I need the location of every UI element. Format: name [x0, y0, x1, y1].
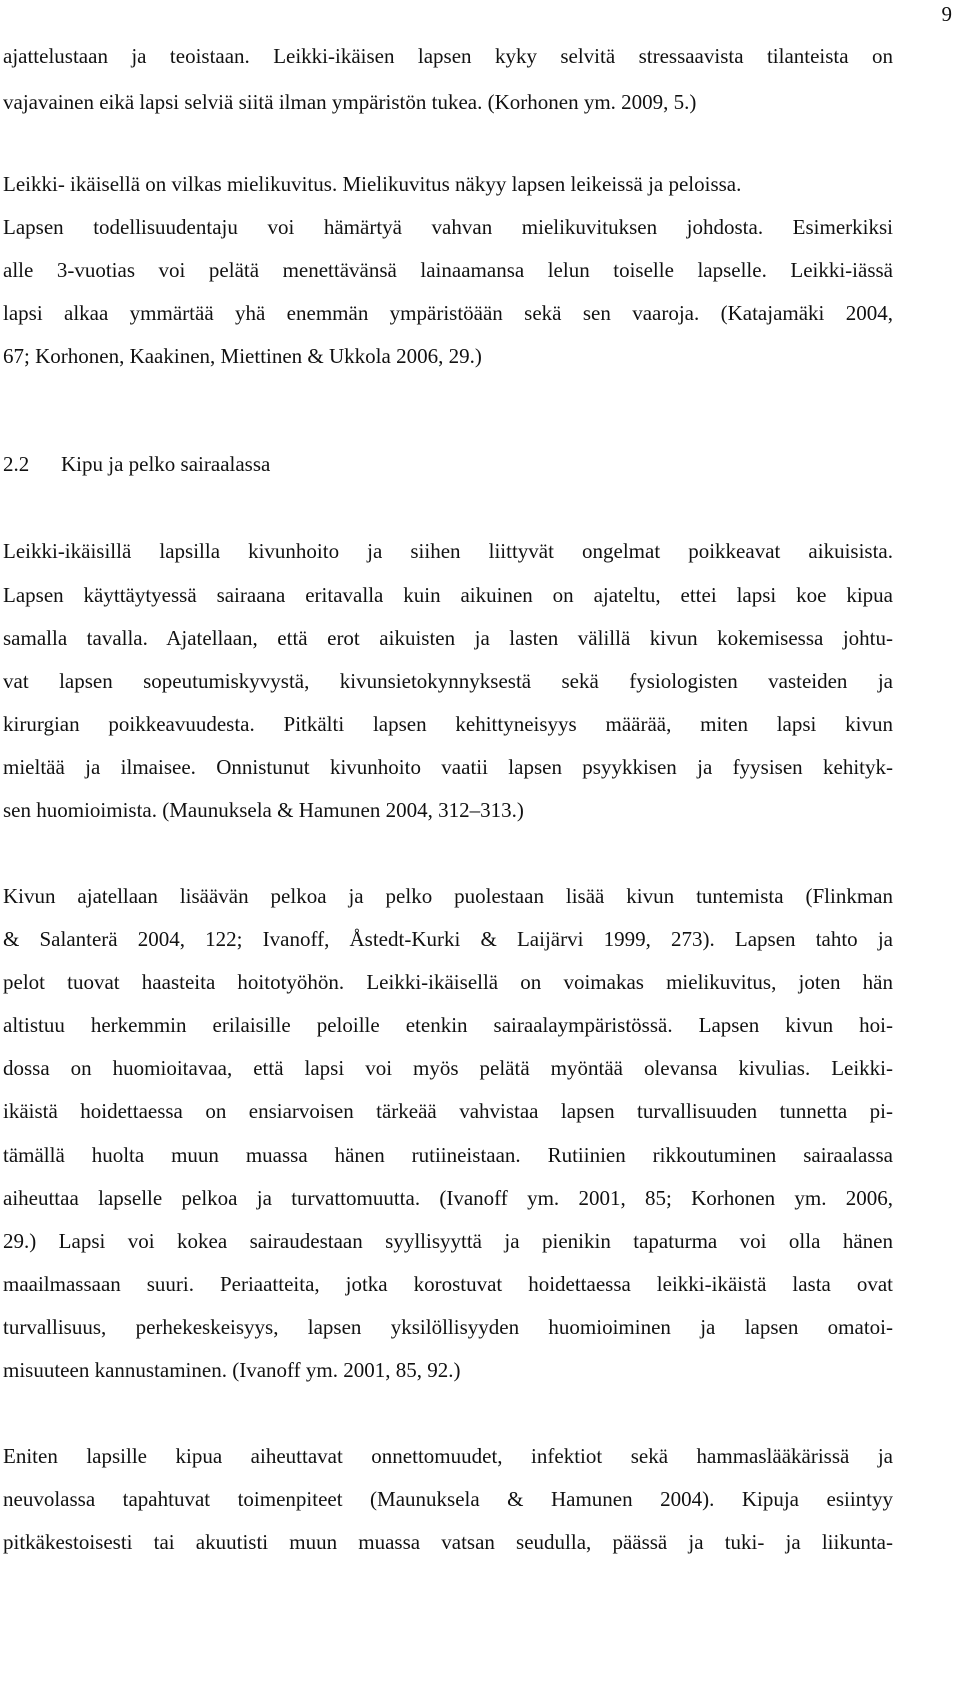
text-line: kirurgian poikkeavuudesta. Pitkälti lapsen kehittyneisyys määrää, miten lapsi kivun [3, 712, 893, 736]
text-line: pelot tuovat haasteita hoitotyöhön. Leikki-ikäisellä on voimakas mielikuvitus, joten hän [3, 970, 893, 994]
text-line: altistuu herkemmin erilaisille peloille etenkin sairaalaympäristössä. Lapsen kivun hoi- [3, 1013, 893, 1037]
text-line: mieltää ja ilmaisee. Onnistunut kivunhoito vaatii lapsen psyykkisen ja fyysisen kehityk- [3, 755, 893, 779]
text-line: turvallisuus, perhekeskeisyys, lapsen yksilöllisyyden huomioiminen ja lapsen omatoi- [3, 1315, 893, 1339]
section-number: 2.2 [3, 452, 30, 476]
text-line: lapsi alkaa ymmärtää yhä enemmän ympäristöään sekä sen vaaroja. (Katajamäki 2004, [3, 301, 893, 325]
text-line: Kivun ajatellaan lisäävän pelkoa ja pelko puolestaan lisää kivun tuntemista (Flinkman [3, 884, 893, 908]
text-line: vat lapsen sopeutumiskyvystä, kivunsietokynnyksestä sekä fysiologisten vasteiden ja [3, 669, 893, 693]
text-line: 67; Korhonen, Kaakinen, Miettinen & Ukkola 2006, 29.) [3, 344, 482, 368]
text-line: aiheuttaa lapselle pelkoa ja turvattomuutta. (Ivanoff ym. 2001, 85; Korhonen ym. 2006, [3, 1186, 893, 1210]
text-line: ajattelustaan ja teoistaan. Leikki-ikäisen lapsen kyky selvitä stressaavista tilanteista on [3, 44, 893, 68]
text-line: alle 3-vuotias voi pelätä menettävänsä lainaamansa lelun toiselle lapselle. Leikki-iässä [3, 258, 893, 282]
text-line: samalla tavalla. Ajatellaan, että erot aikuisten ja lasten välillä kivun kokemisessa johtu- [3, 626, 893, 650]
text-line: sen huomioimista. (Maunuksela & Hamunen 2004, 312–313.) [3, 798, 524, 822]
page-number: 9 [941, 2, 952, 26]
text-line: Lapsen käyttäytyessä sairaana eritavalla kuin aikuinen on ajateltu, ettei lapsi koe kipua [3, 583, 893, 607]
text-line: ikäistä hoidettaessa on ensiarvoisen tärkeää vahvistaa lapsen turvallisuuden tunnetta pi- [3, 1099, 893, 1123]
text-line: Lapsen todellisuudentaju voi hämärtyä vahvan mielikuvituksen johdosta. Esimerkiksi [3, 215, 893, 239]
text-line: neuvolassa tapahtuvat toimenpiteet (Maunuksela & Hamunen 2004). Kipuja esiintyy [3, 1487, 893, 1511]
section-title: Kipu ja pelko sairaalassa [61, 452, 271, 476]
text-line: Leikki- ikäisellä on vilkas mielikuvitus. Mielikuvitus näkyy lapsen leikeissä ja peloissa. [3, 172, 742, 196]
text-line: dossa on huomioitavaa, että lapsi voi myös pelätä myöntää olevansa kivulias. Leikki- [3, 1056, 893, 1080]
section-heading [3, 450, 893, 478]
text-line: pitkäkestoisesti tai akuutisti muun muassa vatsan seudulla, päässä ja tuki- ja liikunta- [3, 1530, 893, 1554]
text-line: 29.) Lapsi voi kokea sairaudestaan syyllisyyttä ja pienikin tapaturma voi olla hänen [3, 1229, 893, 1253]
text-line: vajavainen eikä lapsi selviä siitä ilman ympäristön tukea. (Korhonen ym. 2009, 5.) [3, 90, 697, 114]
text-line: tämällä huolta muun muassa hänen rutiineistaan. Rutiinien rikkoutuminen sairaalassa [3, 1143, 893, 1167]
text-line: & Salanterä 2004, 122; Ivanoff, Åstedt-Kurki & Laijärvi 1999, 273). Lapsen tahto ja [3, 927, 893, 951]
text-line: maailmassaan suuri. Periaatteita, jotka korostuvat hoidettaessa leikki-ikäistä lasta ovat [3, 1272, 893, 1296]
text-line: Eniten lapsille kipua aiheuttavat onnettomuudet, infektiot sekä hammaslääkärissä ja [3, 1444, 893, 1468]
text-line: Leikki-ikäisillä lapsilla kivunhoito ja siihen liittyvät ongelmat poikkeavat aikuisista. [3, 539, 893, 563]
text-line: misuuteen kannustaminen. (Ivanoff ym. 2001, 85, 92.) [3, 1358, 461, 1382]
